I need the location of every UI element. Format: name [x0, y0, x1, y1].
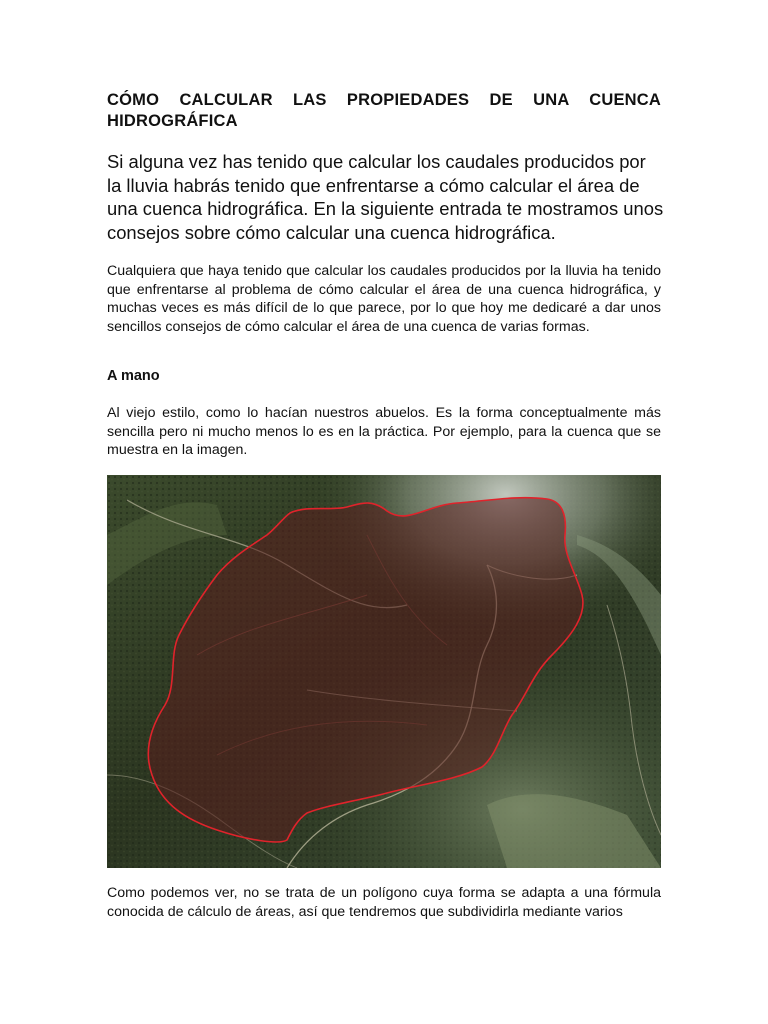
- satellite-map-graphic: [107, 475, 661, 868]
- body-paragraph-2: Al viejo estilo, como lo hacían nuestros abuelos. Es la forma conceptualmente más sencilla pero ni mucho menos lo es en la práctica. Por ejemplo, para la cuenca que se muestra en la imagen.: [107, 405, 661, 458]
- lead-paragraph: Si alguna vez has tenido que calcular los caudales producidos por la lluvia habrás tenido que enfrentarse a cómo calcular el área de una cuenca hidrográfica. En la siguiente entrada te mostramos unos consejos sobre cómo calcular una cuenca hidrográfica.: [107, 151, 664, 243]
- section-heading: A mano: [107, 368, 160, 384]
- title-line-1: CÓMO CALCULAR LAS PROPIEDADES DE UNA CUENCA: [107, 91, 661, 109]
- body-paragraph-3: Como podemos ver, no se trata de un polígono cuya forma se adapta a una fórmula conocida de cálculo de áreas, así que tendremos que subdividirla mediante varios: [107, 885, 661, 920]
- document-title: [107, 90, 661, 132]
- watershed-satellite-image: [107, 475, 661, 868]
- body-paragraph-1: Cualquiera que haya tenido que calcular los caudales producidos por la lluvia ha tenido que enfrentarse al problema de cómo calcular el área de una cuenca hidrográfica, y muchas veces es más difícil de lo que parece, por lo que hoy me dedicaré a dar unos sencillos consejos de cómo calcular el área de una cuenca de varias formas.: [107, 263, 661, 335]
- title-line-2: HIDROGRÁFICA: [107, 112, 238, 130]
